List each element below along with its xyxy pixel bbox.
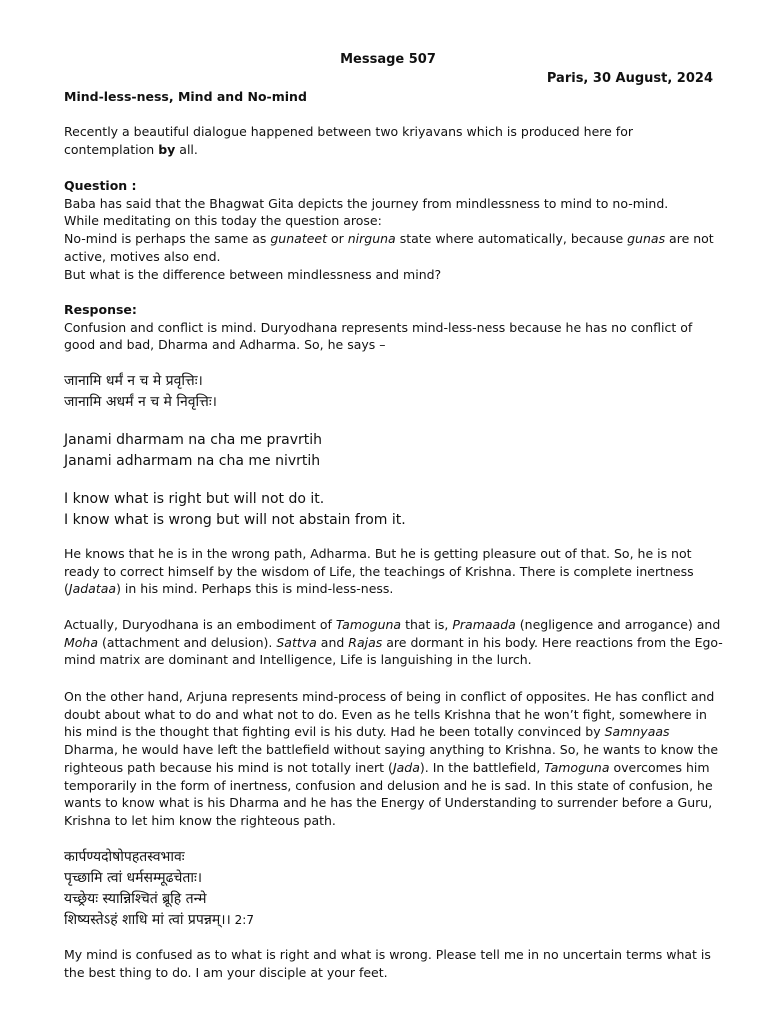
response-heading: Response: bbox=[64, 302, 137, 317]
verse-reference: 2:7 bbox=[230, 913, 254, 927]
sanskrit-line: यच्छ्रेयः स्यान्निश्चितं ब्रूहि तन्मे bbox=[64, 891, 207, 907]
italic-term: Jadataa bbox=[68, 581, 117, 597]
intro-bold-word: by bbox=[158, 141, 176, 157]
italic-term: Jada bbox=[392, 759, 420, 775]
translation-line: I know what is wrong but will not abstain from it. bbox=[64, 511, 406, 528]
italic-term: nirguna bbox=[347, 231, 396, 247]
text-run: Dharma, he would have left the battlefield without saying anything to Krishna. So, he wants to know the righteous path because his mind is not totally inert ( bbox=[64, 742, 719, 775]
translation-line: I know what is right but will not do it. bbox=[64, 491, 325, 507]
italic-term: Sattva bbox=[276, 634, 317, 650]
text-run: state where automatically, because bbox=[395, 231, 628, 247]
text-run: He knows that he is in the wrong path, Adharma. But he is getting pleasure out of that. So, he is not ready to correct himself by the wisdom of Life, the teachings of Krishna. There is complete inertness ( bbox=[64, 546, 694, 597]
response-text: Confusion and conflict is mind. Duryodhana represents mind-less-ness because he has no conflict of good and bad, Dharma and Adharma. So, he says – bbox=[64, 319, 693, 353]
message-number: Message 507 bbox=[340, 52, 436, 67]
question-block bbox=[64, 177, 724, 283]
italic-term: Rajas bbox=[348, 634, 383, 650]
transliteration-line: Janami dharmam na cha me pravrtih bbox=[64, 432, 323, 448]
italic-term: Samnyaas bbox=[604, 724, 670, 740]
intro-text: Recently a beautiful dialogue happened between two kriyavans which is produced here for contemplation bbox=[64, 124, 633, 157]
question-line: While meditating on this today the question arose: bbox=[64, 213, 382, 229]
verse-devanagari-2 bbox=[64, 847, 724, 931]
question-line: Baba has said that the Bhagwat Gita depicts the journey from mindlessness to mind to no-mind. bbox=[64, 195, 669, 211]
italic-term: Pramaada bbox=[452, 617, 516, 632]
sanskrit-text: शिष्यस्तेऽहं शाधि मां त्वां प्रपन्नम्।। bbox=[64, 912, 231, 928]
intro-paragraph bbox=[64, 123, 724, 158]
sanskrit-line: कार्पण्यदोषोपहतस्वभावः bbox=[64, 849, 185, 865]
text-run: overcomes him temporarily in the form of inertness, confusion and delusion and he is sad. In this state of confusion, he wants to know what is his Dharma and he has the Energy of Understanding to surrender before a Guru, Krishna to let him know the righteous path. bbox=[64, 759, 713, 828]
dateline: Paris, 30 August, 2024 bbox=[546, 71, 713, 86]
verse-translation bbox=[64, 489, 724, 530]
text-run: or bbox=[327, 231, 348, 247]
text-run: ) in his mind. Perhaps this is mind-less-ness. bbox=[116, 581, 394, 597]
question-heading: Question : bbox=[64, 178, 137, 193]
sanskrit-line: पृच्छामि त्वां धर्मसम्मूढचेताः। bbox=[64, 870, 203, 886]
sanskrit-line: जानामि धर्मं न च मे प्रवृत्तिः। bbox=[64, 373, 203, 389]
paragraph-arjuna bbox=[64, 688, 724, 830]
italic-term: gunateet bbox=[270, 231, 327, 247]
question-line: But what is the difference between mindlessness and mind? bbox=[64, 266, 442, 282]
question-line bbox=[64, 230, 724, 265]
intro-text-end: all. bbox=[175, 141, 198, 157]
text-run: that is, bbox=[401, 617, 453, 632]
text-run: No-mind is perhaps the same as bbox=[64, 231, 271, 247]
italic-term: Tamoguna bbox=[335, 617, 402, 632]
italic-term: gunas bbox=[627, 231, 666, 247]
document-title: Mind-less-ness, Mind and No-mind bbox=[64, 89, 307, 104]
text-run: are not active, motives also end. bbox=[64, 231, 714, 264]
verse-transliteration bbox=[64, 430, 724, 471]
italic-term: Moha bbox=[64, 634, 99, 650]
text-run: On the other hand, Arjuna represents mind-process of being in conflict of opposites. He has conflict and doubt about what to do and what not to do. Even as he tells Krishna that he won’t fight, somewhere in his mind is the thought that fighting evil is his duty. Had he been totally convinced by bbox=[64, 689, 715, 740]
text-run: and bbox=[316, 634, 349, 650]
text-run: (negligence and arrogance) and bbox=[515, 617, 721, 632]
text-run: (attachment and delusion). bbox=[98, 634, 277, 650]
text-run: are dormant in his body. Here reactions from the Ego-mind matrix are dominant and Intelligence, Life is languishing in the lurch. bbox=[64, 634, 723, 668]
text-run: Actually, Duryodhana is an embodiment of bbox=[64, 617, 336, 632]
transliteration-line: Janami adharmam na cha me nivrtih bbox=[64, 452, 321, 469]
text-run: ). In the battlefield, bbox=[419, 759, 545, 775]
sanskrit-line bbox=[64, 910, 724, 931]
paragraph-tamoguna bbox=[64, 616, 724, 669]
sanskrit-line: जानामि अधर्मं न च मे निवृत्तिः। bbox=[64, 394, 217, 410]
verse-devanagari-1 bbox=[64, 371, 724, 413]
paragraph-duryodhana bbox=[64, 545, 724, 598]
response-block bbox=[64, 301, 724, 354]
paragraph-translation: My mind is confused as to what is right and what is wrong. Please tell me in no uncertain terms what is the best thing to do. I am your disciple at your feet. bbox=[64, 947, 711, 980]
italic-term: Tamoguna bbox=[544, 759, 610, 775]
